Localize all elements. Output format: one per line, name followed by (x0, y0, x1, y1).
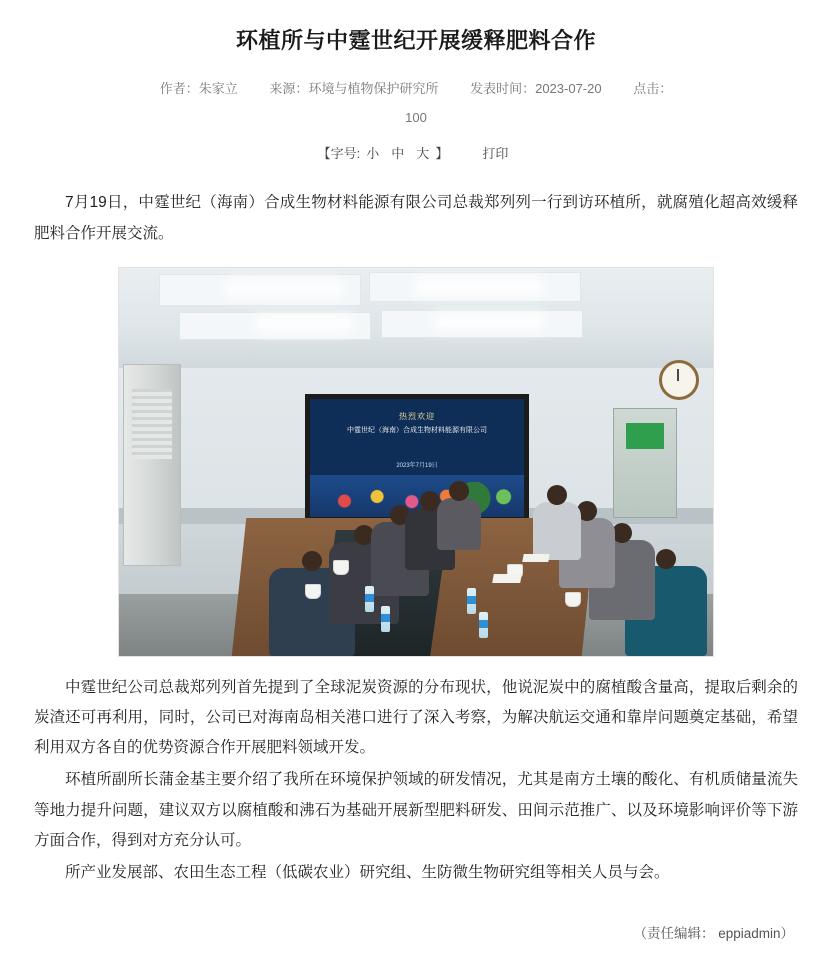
meta-date (470, 79, 602, 99)
water-bottle (381, 606, 390, 632)
water-bottle (365, 586, 374, 612)
document-paper (492, 574, 522, 583)
ceiling-light (419, 282, 539, 291)
paragraph-4: 所产业发展部、农田生态工程（低碳农业）研究组、生防微生物研究组等相关人员与会。 (65, 864, 670, 882)
attendee-head (656, 549, 676, 569)
page-title: 环植所与中霆世纪开展缓释肥料合作 (235, 28, 596, 53)
font-size-medium-button[interactable]: 中 (391, 146, 405, 162)
print-button[interactable]: 打印 (482, 146, 509, 162)
meta-author-label: 作者： (159, 80, 199, 96)
attendee-head (449, 481, 469, 501)
exit-sign-icon (626, 423, 664, 449)
font-size-label: 【字号: (317, 146, 361, 162)
ceiling-light (229, 284, 339, 293)
water-bottle (467, 588, 476, 614)
article-page (0, 26, 832, 942)
presentation-screen (305, 394, 529, 522)
article-body (12, 188, 820, 888)
meta-source (269, 79, 438, 99)
screen-line1: 中霆世纪（海南）合成生物材料能源有限公司 (347, 426, 487, 434)
water-bottle (479, 612, 488, 638)
article-photo (118, 267, 714, 657)
screen-date: 2023年7月19日 (396, 462, 438, 469)
meta-source-value: 环境与植物保护研究所 (308, 80, 439, 96)
attendee-head (547, 485, 567, 505)
editor-note: （责任编辑： eppiadmin） (633, 926, 794, 942)
tea-cup (333, 560, 349, 575)
paragraph-3: 环植所副所长蒲金基主要介绍了我所在环境保护领域的研发情况，尤其是南方土壤的酸化、有机质储量流失等地力提升问题，建议双方以腐植酸和沸石为基础开展新型肥料研发、田间示范推广、以及环境影响评价等下游方面合作，得到对方充分认可。 (34, 771, 798, 849)
meta-author-value: 朱家立 (198, 80, 238, 96)
ceiling (119, 268, 713, 376)
attendee-head (302, 551, 322, 571)
screen-welcome-text: 热烈欢迎 (399, 411, 435, 421)
meta-source-label: 来源： (269, 80, 309, 96)
ceiling-light (259, 320, 349, 328)
wall-clock-icon (659, 360, 699, 400)
air-conditioner (123, 364, 181, 566)
tea-cup (565, 592, 581, 607)
meta-date-label: 发表时间： (470, 80, 536, 96)
paragraph-2: 中霆世纪公司总裁郑列列首先提到了全球泥炭资源的分布现状，他说泥炭中的腐植酸含量高，提取后剩余的炭渣还可再利用，同时，公司已对海南岛相关港口进行了深入考察，为解决航运交通和靠岸问题奠定基础，希望利用双方各自的优势资源合作开展肥料领域开发。 (34, 678, 798, 757)
attendee-left-5 (437, 498, 481, 550)
attendee-right-4 (533, 502, 581, 560)
font-size-small-button[interactable]: 小 (366, 146, 380, 162)
font-size-toolbar (12, 143, 820, 162)
paragraph-1: 7月19日，中霆世纪（海南）合成生物材料能源有限公司总裁郑列列一行到访环植所，就腐殖化超高效缓释肥料合作开展交流。 (34, 194, 798, 242)
document-paper (522, 554, 549, 562)
article-meta (12, 79, 820, 99)
tea-cup (305, 584, 321, 599)
meta-date-value: 2023-07-20 (535, 80, 602, 96)
door (613, 408, 677, 518)
meta-hits (633, 79, 672, 99)
meta-hits-label: 点击： (633, 80, 673, 96)
ceiling-light (439, 318, 539, 326)
font-size-large-button[interactable]: 大 (416, 146, 430, 162)
font-size-bracket-close: 】 (435, 146, 449, 162)
meta-author (160, 79, 238, 99)
meta-hits-value: 100 (405, 110, 427, 126)
attendee-head (612, 523, 632, 543)
